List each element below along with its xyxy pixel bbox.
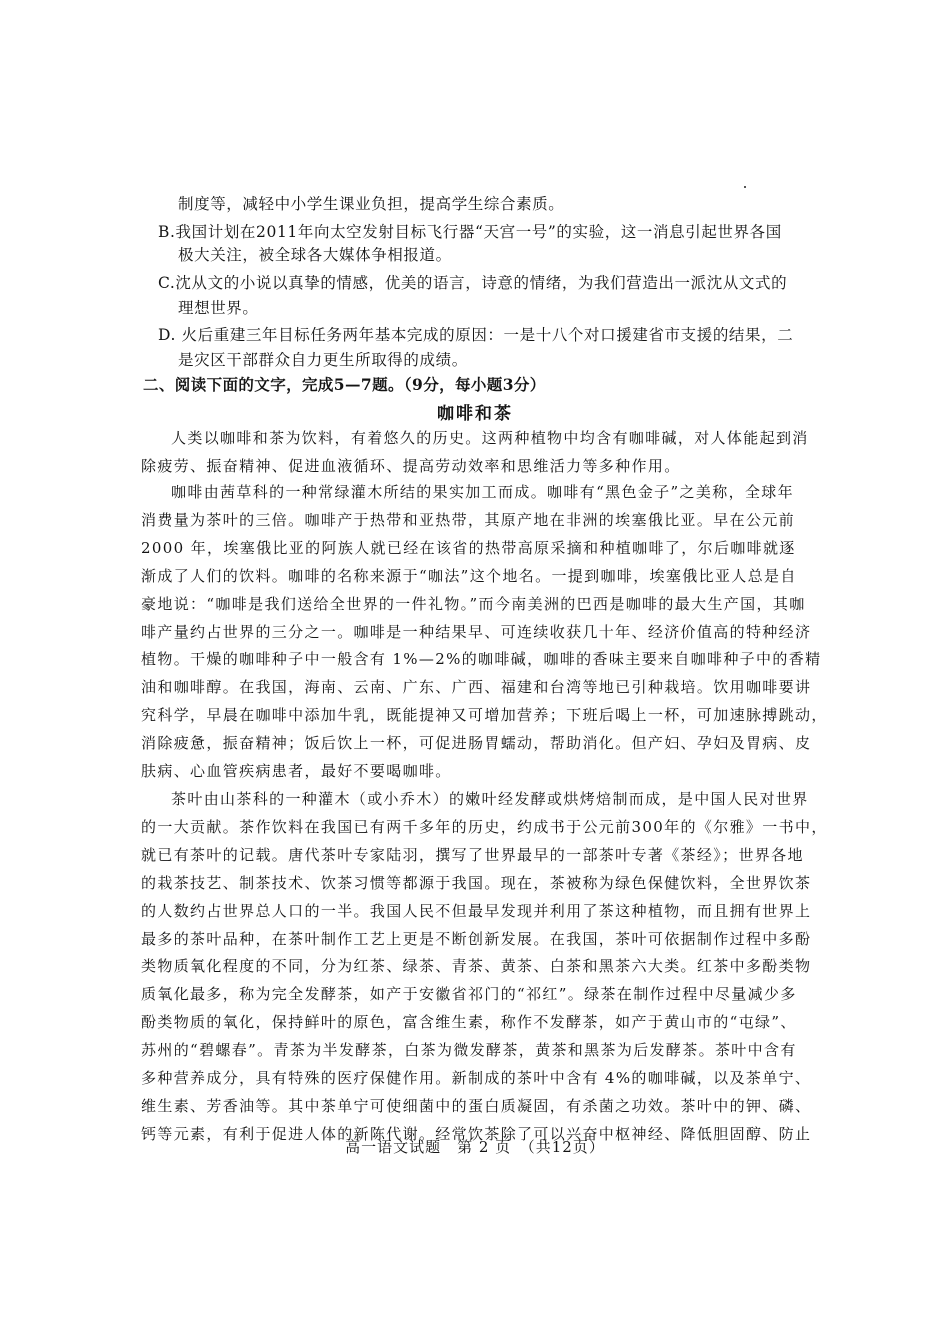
option-b-line2: 极大关注，被全球各大媒体争相报道。 xyxy=(178,246,452,264)
paragraph-line: 的人数约占世界总人口的一半。我国人民不但最早发现并利用了茶这种植物，而且拥有世界上 xyxy=(141,901,812,920)
paragraph-line: 渐成了人们的饮料。咖啡的名称来源于“咖法”这个地名。一提到咖啡，埃塞俄比亚人总是自 xyxy=(141,566,797,585)
option-c-line2: 理想世界。 xyxy=(178,299,259,317)
paragraph-line: 人类以咖啡和茶为饮料，有着悠久的历史。这两种植物中均含有咖啡碱，对人体能起到消 xyxy=(171,429,809,447)
option-c-line1: C.沈从文的小说以真挚的情感，优美的语言，诗意的情绪，为我们营造出一派沈从文式的 xyxy=(158,274,788,292)
paragraph-line: 咖啡由茜草科的一种常绿灌木所结的果实加工而成。咖啡有“黑色金子”之美称，全球年 xyxy=(171,483,794,501)
paragraph-line: 豪地说：“咖啡是我们送给全世界的一件礼物。”而今南美洲的巴西是咖啡的最大生产国，其咖 xyxy=(141,594,806,613)
article-title: 咖啡和茶 xyxy=(437,404,513,424)
paragraph-line: 植物。干燥的咖啡种子中一般含有 1%—2%的咖啡碱，咖啡的香味主要来自咖啡种子中的香精 xyxy=(141,650,822,669)
page-footer: 高一语文试题 第 2 页 （共12页） xyxy=(345,1138,605,1156)
paragraph-line: 钙等元素，有利于促进人体的新陈代谢。经常饮茶除了可以兴奋中枢神经、降低胆固醇、防止 xyxy=(141,1124,812,1143)
paragraph-line: 酚类物质的氧化，保持鲜叶的原色，富含维生素，称作不发酵茶，如产于黄山市的“屯绿”、 xyxy=(141,1013,797,1032)
option-d-line1: D. 火后重建三年目标任务两年基本完成的原因：一是十八个对口援建省市支援的结果，二 xyxy=(158,326,794,344)
scan-speck xyxy=(744,186,746,188)
paragraph-line: 除疲劳、振奋精神、促进血液循环、提高劳动效率和思维活力等多种作用。 xyxy=(141,456,681,475)
paragraph-line: 的栽茶技艺、制茶技术、饮茶习惯等都源于我国。现在，茶被称为绿色保健饮料，全世界饮茶 xyxy=(141,873,812,892)
paragraph-line: 肤病、心血管疾病患者，最好不要喝咖啡。 xyxy=(141,762,452,781)
option-a-tail: 制度等，减轻中小学生课业负担，提高学生综合素质。 xyxy=(178,195,565,213)
paragraph-2 xyxy=(141,479,828,786)
section-heading: 二、阅读下面的文字，完成5—7题。（9分，每小题3分） xyxy=(143,375,546,394)
paragraph-line: 油和咖啡醇。在我国，海南、云南、广东、广西、福建和台湾等地已引种栽培。饮用咖啡要讲 xyxy=(141,678,812,697)
paragraph-line: 维生素、芳香油等。其中茶单宁可使细菌中的蛋白质凝固，有杀菌之功效。茶叶中的钾、磷、 xyxy=(141,1096,812,1115)
paragraph-line: 类物质氧化程度的不同，分为红茶、绿茶、青茶、黄茶、白茶和黑茶六大类。红茶中多酚类物 xyxy=(141,957,812,976)
paragraph-line: 啡产量约占世界的三分之一。咖啡是一种结果早、可连续收获几十年、经济价值高的特种经济 xyxy=(141,622,812,641)
paragraph-line: 最多的茶叶品种，在茶叶制作工艺上更是不断创新发展。在我国，茶叶可依据制作过程中多酚 xyxy=(141,929,812,948)
paragraph-line: 茶叶由山茶科的一种灌木（或小乔木）的嫩叶经发酵或烘烤焙制而成，是中国人民对世界 xyxy=(171,790,809,808)
paragraph-line: 的一大贡献。茶作饮料在我国已有两千多年的历史，约成书于公元前300年的《尔雅》一书中， xyxy=(141,817,828,836)
paragraph-3 xyxy=(141,786,828,1149)
paragraph-line: 消费量为茶叶的三倍。咖啡产于热带和亚热带，其原产地在非洲的埃塞俄比亚。早在公元前 xyxy=(141,510,796,529)
option-d-line2: 是灾区干部群众自力更生所取得的成绩。 xyxy=(178,351,468,369)
option-b-line1: B.我国计划在2011年向太空发射目标飞行器“天宫一号”的实验，这一消息引起世界各国 xyxy=(158,223,782,241)
paragraph-line: 质氧化最多，称为完全发酵茶，如产于安徽省祁门的“祁红”。绿茶在制作过程中尽量减少多 xyxy=(141,985,797,1004)
paragraph-line: 苏州的“碧螺春”。青茶为半发酵茶，白茶为微发酵茶，黄茶和黑茶为后发酵茶。茶叶中含有 xyxy=(141,1041,797,1060)
paragraph-1 xyxy=(141,425,809,481)
paragraph-line: 就已有茶叶的记载。唐代茶叶专家陆羽，撰写了世界最早的一部茶叶专著《茶经》；世界各地 xyxy=(141,845,804,864)
paragraph-line: 2000 年，埃塞俄比亚的阿族人就已经在该省的热带高原采摘和种植咖啡了，尔后咖啡就逐 xyxy=(141,538,796,557)
paragraph-line: 多种营养成分，具有特殊的医疗保健作用。新制成的茶叶中含有 4%的咖啡碱，以及茶单宁、 xyxy=(141,1069,812,1088)
paragraph-line: 消除疲惫，振奋精神；饭后饮上一杯，可促进肠胃蠕动，帮助消化。但产妇、孕妇及胃病、皮 xyxy=(141,734,812,753)
paragraph-line: 究科学，早晨在咖啡中添加牛乳，既能提神又可增加营养；下班后喝上一杯，可加速脉搏跳动， xyxy=(141,706,828,725)
